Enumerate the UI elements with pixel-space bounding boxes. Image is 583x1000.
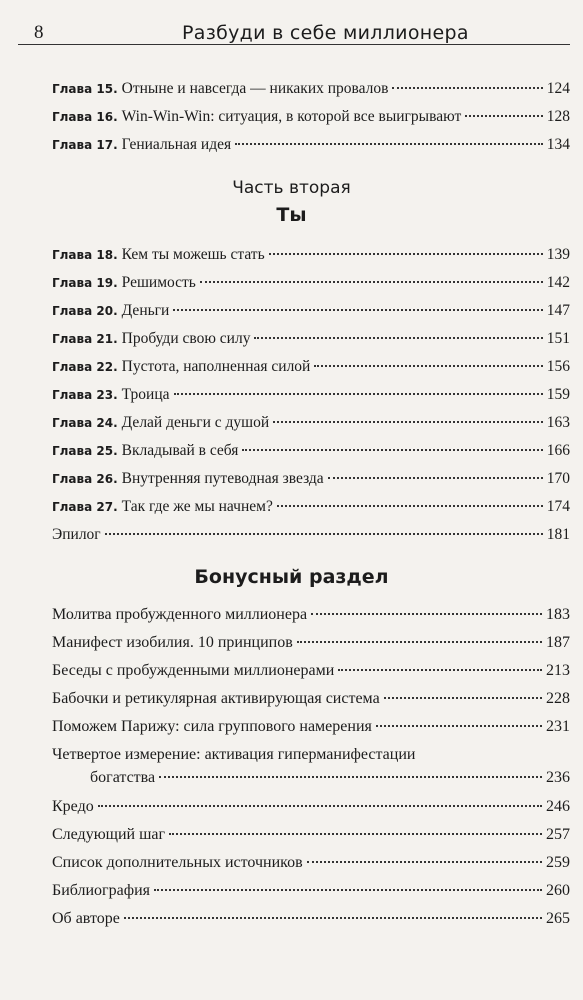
toc-entry xyxy=(52,78,570,100)
leader-dots xyxy=(376,725,542,727)
entry-title: Молитва пробужденного миллионера xyxy=(52,606,308,623)
chapter-title: Делай деньги с душой xyxy=(121,414,270,431)
page-ref: 124 xyxy=(546,80,570,97)
chapter-title: Кем ты можешь стать xyxy=(121,246,265,263)
toc-entry xyxy=(52,412,570,434)
leader-dots xyxy=(269,253,543,255)
page-number: 8 xyxy=(34,22,44,43)
toc-entry xyxy=(52,524,570,546)
toc-entry xyxy=(52,852,570,874)
leader-dots xyxy=(154,889,542,891)
toc-entry xyxy=(52,328,570,350)
epilogue-title: Эпилог xyxy=(52,526,101,543)
entry-title: Поможем Парижу: сила группового намерения xyxy=(52,718,372,735)
chapter-number: Глава 22. xyxy=(52,360,118,374)
leader-dots xyxy=(105,533,543,535)
leader-dots xyxy=(314,365,542,367)
page-ref: 163 xyxy=(546,414,570,431)
toc-entry xyxy=(52,716,570,738)
chapter-number: Глава 19. xyxy=(52,276,118,290)
toc-entry xyxy=(52,796,570,818)
toc-entry xyxy=(52,468,570,490)
page-ref: 231 xyxy=(546,718,570,735)
toc-entry xyxy=(52,244,570,266)
leader-dots xyxy=(242,449,542,451)
page-ref: 174 xyxy=(546,498,570,515)
entry-title: Об авторе xyxy=(52,910,120,927)
header-rule xyxy=(18,44,570,45)
chapter-title: Пробуди свою силу xyxy=(121,330,251,347)
chapter-number: Глава 20. xyxy=(52,304,118,318)
running-title: Разбуди в себе миллионера xyxy=(182,22,469,44)
leader-dots xyxy=(297,641,542,643)
bonus-section-title: Бонусный раздел xyxy=(194,566,389,588)
toc-entry xyxy=(52,604,570,626)
leader-dots xyxy=(384,697,542,699)
page-ref: 236 xyxy=(546,769,570,786)
chapter-number: Глава 16. xyxy=(52,110,118,124)
leader-dots xyxy=(311,613,542,615)
part-title: Ты xyxy=(276,204,307,226)
page-ref: 246 xyxy=(546,798,570,815)
toc-entry xyxy=(52,688,570,710)
leader-dots xyxy=(328,477,543,479)
toc-entry xyxy=(52,496,570,518)
part-subtitle: Часть вторая xyxy=(232,178,351,198)
chapter-number: Глава 27. xyxy=(52,500,118,514)
page-ref: 139 xyxy=(546,246,570,263)
chapter-number: Глава 23. xyxy=(52,388,118,402)
leader-dots xyxy=(173,309,542,311)
chapter-title: Вкладывай в себя xyxy=(121,442,239,459)
toc-entry xyxy=(52,356,570,378)
chapter-title: Пустота, наполненная силой xyxy=(121,358,311,375)
toc-entry xyxy=(52,660,570,682)
chapter-title: Решимость xyxy=(121,274,196,291)
page-ref: 265 xyxy=(546,910,570,927)
entry-title: Следующий шаг xyxy=(52,826,166,843)
page-ref: 128 xyxy=(546,108,570,125)
page-ref: 213 xyxy=(546,662,570,679)
toc-entry xyxy=(52,272,570,294)
leader-dots xyxy=(159,776,542,778)
page-ref: 147 xyxy=(546,302,570,319)
toc-entry-continuation xyxy=(90,767,570,789)
leader-dots xyxy=(98,805,542,807)
toc-entry xyxy=(52,908,570,930)
leader-dots xyxy=(392,87,542,89)
toc-entry xyxy=(52,384,570,406)
toc-entry xyxy=(52,134,570,156)
entry-title: Бабочки и ретикулярная активирующая система xyxy=(52,690,380,707)
chapter-number: Глава 25. xyxy=(52,444,118,458)
page-ref: 181 xyxy=(546,526,570,543)
leader-dots xyxy=(465,115,543,117)
chapter-number: Глава 18. xyxy=(52,248,118,262)
page-ref: 259 xyxy=(546,854,570,871)
chapter-title: Гениальная идея xyxy=(121,136,232,153)
leader-dots xyxy=(338,669,542,671)
page-ref: 228 xyxy=(546,690,570,707)
page-ref: 159 xyxy=(546,386,570,403)
chapter-number: Глава 15. xyxy=(52,82,118,96)
leader-dots xyxy=(174,393,543,395)
toc-entry xyxy=(52,300,570,322)
toc-entry xyxy=(52,824,570,846)
leader-dots xyxy=(273,421,543,423)
entry-title: Список дополнительных источников xyxy=(52,854,303,871)
page-ref: 183 xyxy=(546,606,570,623)
page-header xyxy=(0,20,583,46)
toc-entry xyxy=(52,632,570,654)
page-ref: 187 xyxy=(546,634,570,651)
page-ref: 142 xyxy=(546,274,570,291)
leader-dots xyxy=(307,861,542,863)
leader-dots xyxy=(124,917,542,919)
page-ref: 166 xyxy=(546,442,570,459)
chapter-number: Глава 21. xyxy=(52,332,118,346)
toc-entry xyxy=(52,440,570,462)
page-ref: 170 xyxy=(546,470,570,487)
chapter-title: Деньги xyxy=(121,302,170,319)
page-ref: 134 xyxy=(546,136,570,153)
chapter-title: Троица xyxy=(121,386,170,403)
toc-entry xyxy=(52,880,570,902)
leader-dots xyxy=(235,143,543,145)
chapter-title: Внутренняя путеводная звезда xyxy=(121,470,324,487)
toc-entry xyxy=(52,106,570,128)
entry-title: Беседы с пробужденными миллионерами xyxy=(52,662,335,679)
leader-dots xyxy=(277,505,543,507)
entry-title-line2: богатства xyxy=(90,769,156,786)
chapter-title: Отныне и навсегда — никаких провалов xyxy=(121,80,389,97)
chapter-number: Глава 26. xyxy=(52,472,118,486)
page-ref: 257 xyxy=(546,826,570,843)
chapter-title: Так где же мы начнем? xyxy=(121,498,273,515)
chapter-title: Win-Win-Win: ситуация, в которой все выигрывают xyxy=(121,108,462,125)
leader-dots xyxy=(169,833,542,835)
chapter-number: Глава 24. xyxy=(52,416,118,430)
page-ref: 156 xyxy=(546,358,570,375)
page-ref: 151 xyxy=(546,330,570,347)
entry-title: Библиография xyxy=(52,882,150,899)
page-ref: 260 xyxy=(546,882,570,899)
leader-dots xyxy=(254,337,542,339)
entry-title: Кредо xyxy=(52,798,94,815)
chapter-number: Глава 17. xyxy=(52,138,118,152)
entry-title: Манифест изобилия. 10 принципов xyxy=(52,634,293,651)
entry-title-line1: Четвертое измерение: активация гиперманифестации xyxy=(52,746,416,763)
leader-dots xyxy=(200,281,543,283)
